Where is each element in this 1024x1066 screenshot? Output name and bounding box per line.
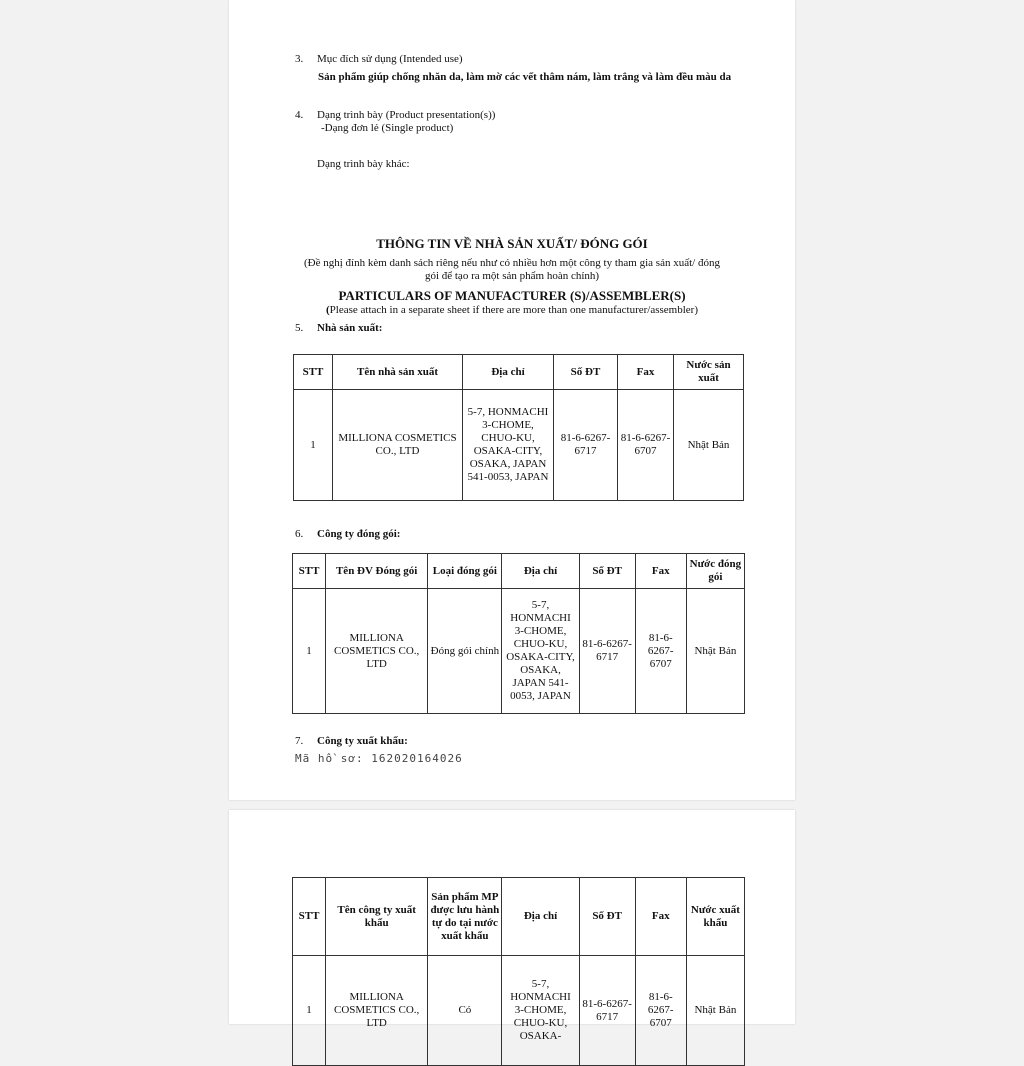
section-4-number: 4. xyxy=(295,109,304,121)
header-country: Nước xuất khẩu xyxy=(686,878,744,956)
note-en-text: Please attach in a separate sheet if there are more than one manufacturer/assembler) xyxy=(329,304,698,316)
header-address: Địa chỉ xyxy=(502,878,579,956)
header-country: Nước sản xuất xyxy=(674,355,744,390)
cell-fax: 81-6-6267-6707 xyxy=(635,589,686,714)
record-code: Mã hồ sơ: 162020164026 xyxy=(295,752,463,765)
header-exporter-name: Tên công ty xuất khẩu xyxy=(326,878,428,956)
header-free-sale: Sản phẩm MP được lưu hành tự do tại nước xuất khẩu xyxy=(428,878,502,956)
section-3-number: 3. xyxy=(295,53,304,65)
document-page-1 xyxy=(229,0,795,800)
header-fax: Fax xyxy=(635,554,686,589)
cell-fax: 81-6-6267-6707 xyxy=(618,390,674,501)
section-4-single: -Dạng đơn lẻ (Single product) xyxy=(321,122,454,134)
cell-address: 5-7, HONMACHI 3-CHOME, CHUO-KU, OSAKA- xyxy=(502,956,579,1066)
cell-manufacturer-name: MILLIONA COSMETICS CO., LTD xyxy=(333,390,463,501)
header-stt: STT xyxy=(293,554,326,589)
section-3-text: Sản phẩm giúp chống nhăn da, làm mờ các vết thâm nám, làm trắng và làm đều màu da xyxy=(318,71,732,83)
header-phone: Số ĐT xyxy=(579,878,635,956)
cell-stt: 1 xyxy=(293,956,326,1066)
manufacturer-note-en xyxy=(229,304,795,317)
section-4-heading: Dạng trình bày (Product presentation(s)) xyxy=(317,109,496,121)
section-3-heading: Mục đích sử dụng (Intended use) xyxy=(317,53,463,65)
section-6-heading: Công ty đóng gói: xyxy=(317,528,401,540)
table-row xyxy=(293,956,745,1066)
cell-phone: 81-6-6267-6717 xyxy=(579,589,635,714)
table-row xyxy=(293,589,745,714)
manufacturer-note-vi-1: (Đề nghị đính kèm danh sách riêng nếu như có nhiều hơn một công ty tham gia sản xuất/ đóng xyxy=(304,257,720,269)
table-row xyxy=(294,390,744,501)
section-6-number: 6. xyxy=(295,528,304,540)
cell-fax: 81-6-6267-6707 xyxy=(635,956,686,1066)
table-header-row xyxy=(293,554,745,589)
header-phone: Số ĐT xyxy=(554,355,618,390)
header-phone: Số ĐT xyxy=(579,554,635,589)
header-stt: STT xyxy=(294,355,333,390)
cell-country: Nhật Bản xyxy=(674,390,744,501)
cell-packaging-type: Đóng gói chính xyxy=(428,589,502,714)
section-4-other: Dạng trình bày khác: xyxy=(317,158,410,170)
cell-address: 5-7, HONMACHI 3-CHOME, CHUO-KU, OSAKA-CITY, OSAKA, JAPAN 541-0053, JAPAN xyxy=(502,589,579,714)
cell-address: 5-7, HONMACHI 3-CHOME, CHUO-KU, OSAKA-CITY, OSAKA, JAPAN 541-0053, JAPAN xyxy=(463,390,554,501)
header-fax: Fax xyxy=(618,355,674,390)
header-country: Nước đóng gói xyxy=(686,554,744,589)
exporter-table xyxy=(292,877,745,1066)
table-header-row xyxy=(294,355,744,390)
cell-country: Nhật Bản xyxy=(686,956,744,1066)
header-stt: STT xyxy=(293,878,326,956)
header-address: Địa chỉ xyxy=(502,554,579,589)
manufacturer-note-vi-2: gói để tạo ra một sản phẩm hoàn chỉnh) xyxy=(424,270,600,282)
header-packager-name: Tên ĐV Đóng gói xyxy=(326,554,428,589)
cell-country: Nhật Bản xyxy=(686,589,744,714)
manufacturer-title-en: PARTICULARS OF MANUFACTURER (S)/ASSEMBLER(S) xyxy=(338,288,686,303)
section-7-heading: Công ty xuất khẩu: xyxy=(317,735,408,747)
document-page-2 xyxy=(229,810,795,1042)
cell-phone: 81-6-6267-6717 xyxy=(579,956,635,1066)
cell-stt: 1 xyxy=(293,589,326,714)
packager-table xyxy=(292,553,745,714)
manufacturer-title-vi: THÔNG TIN VỀ NHÀ SẢN XUẤT/ ĐÓNG GÓI xyxy=(376,236,648,251)
cell-packager-name: MILLIONA COSMETICS CO., LTD xyxy=(326,589,428,714)
header-manufacturer-name: Tên nhà sản xuất xyxy=(333,355,463,390)
header-fax: Fax xyxy=(635,878,686,956)
cell-free-sale: Có xyxy=(428,956,502,1066)
note-en-paren: ( xyxy=(326,304,330,316)
header-address: Địa chỉ xyxy=(463,355,554,390)
cell-stt: 1 xyxy=(294,390,333,501)
cell-phone: 81-6-6267-6717 xyxy=(554,390,618,501)
cell-exporter-name: MILLIONA COSMETICS CO., LTD xyxy=(326,956,428,1066)
section-7-number: 7. xyxy=(295,735,304,747)
header-packaging-type: Loại đóng gói xyxy=(428,554,502,589)
table-header-row xyxy=(293,878,745,956)
section-5-number: 5. xyxy=(295,322,304,334)
section-5-heading: Nhà sản xuất: xyxy=(317,322,383,334)
manufacturer-table xyxy=(293,354,744,501)
